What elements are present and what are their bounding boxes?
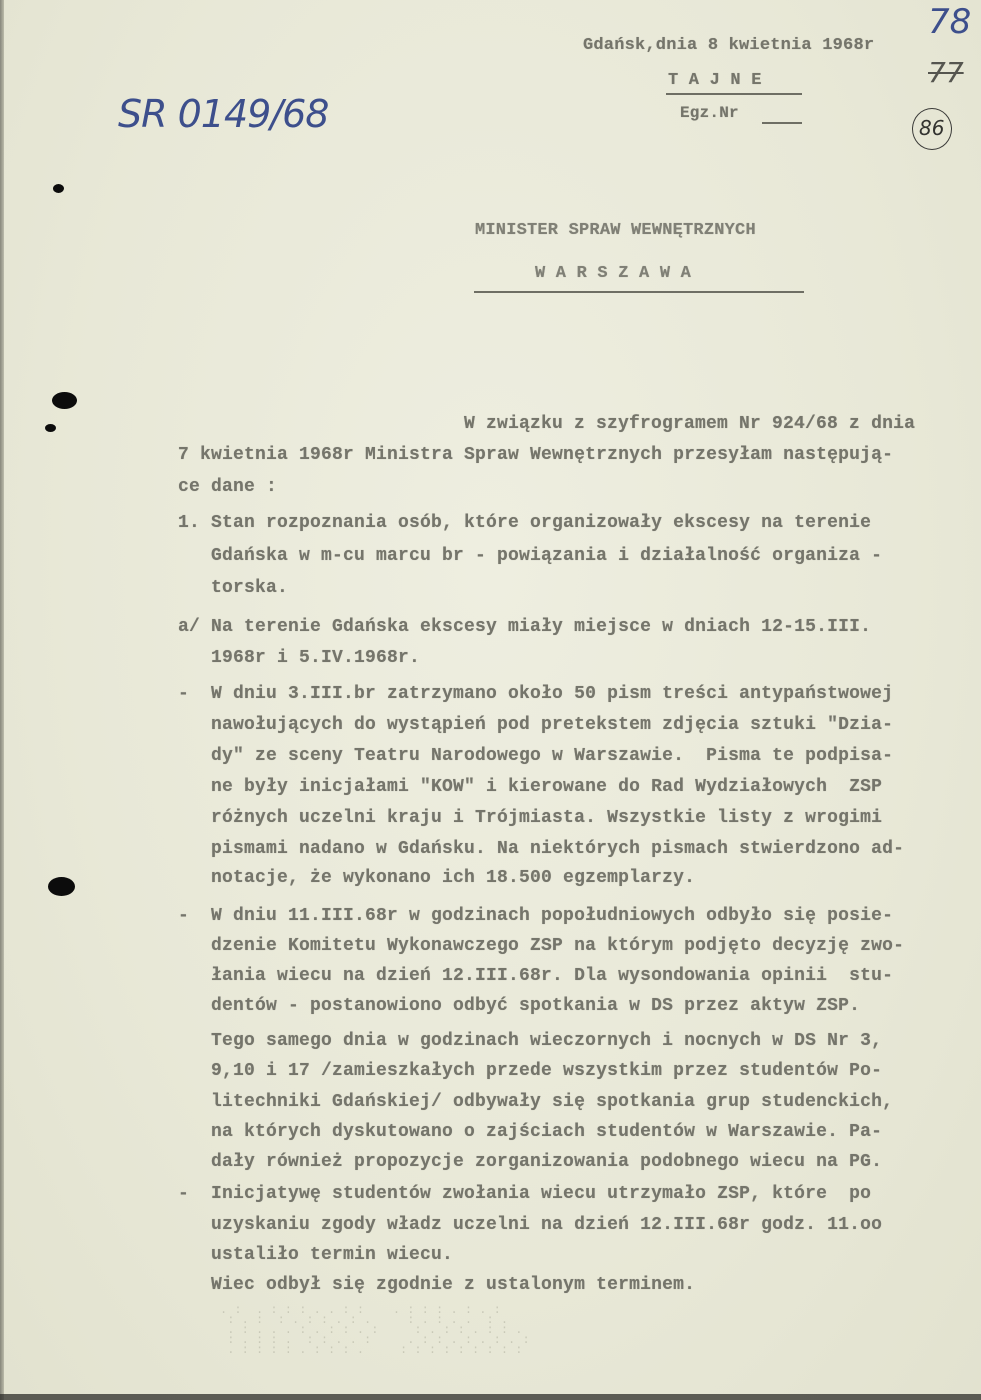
bullet1-line-5: różnych uczelni kraju i Trójmiasta. Wszystkie listy z wrogimi <box>178 808 883 828</box>
point1-line-1: 1. Stan rozpoznania osób, które organizowały ekscesy na terenie <box>178 513 872 533</box>
circled-number-text: 86 <box>919 116 945 140</box>
intro-line-1: W związku z szyfrogramem Nr 924/68 z dnia <box>464 414 916 434</box>
classification-underline <box>666 93 802 95</box>
handwritten-struck-page-number: 77 <box>928 56 964 89</box>
bullet1-line-4: ne były inicjałami "KOW" i kierowane do Rad Wydziałowych ZSP <box>178 777 883 797</box>
classification-secret: T A J N E <box>668 71 762 90</box>
point-a-line-1: a/ Na terenie Gdańska ekscesy miały miejsce w dniach 12-15.III. <box>178 617 872 637</box>
bullet1-line-3: dy" ze sceny Teatru Narodowego w Warszawie. Pisma te podpisa- <box>178 746 894 766</box>
copy-number-label: Egz.Nr <box>680 104 739 122</box>
point1-line-2: Gdańska w m-cu marcu br - powiązania i działalność organiza - <box>178 546 883 566</box>
evening-line-5: dały również propozycje zorganizowania podobnego wiecu na PG. <box>178 1152 883 1172</box>
addressee-minister: MINISTER SPRAW WEWNĘTRZNYCH <box>475 221 756 240</box>
punch-hole-large-bottom <box>48 877 75 896</box>
bullet2-line-1: - W dniu 11.III.68r w godzinach popołudniowych odbyło się posie- <box>178 906 894 926</box>
bullet3-line-2: uzyskaniu zgody władz uczelni na dzień 12.III.68r godz. 11.oo <box>178 1215 883 1235</box>
bullet3-line-1: - Inicjatywę studentów zwołania wiecu utrzymało ZSP, które po <box>178 1184 872 1204</box>
bullet3-line-4: Wiec odbył się zgodnie z ustalonym terminem. <box>178 1275 696 1295</box>
point-a-line-2: 1968r i 5.IV.1968r. <box>178 648 421 668</box>
addressee-city: W A R S Z A W A <box>535 264 692 283</box>
bullet1-line-6: pismami nadano w Gdańsku. Na niektórych pismach stwierdzono ad- <box>178 839 905 859</box>
bullet2-line-4: dentów - postanowiono odbyć spotkania w DS przez aktyw ZSP. <box>178 996 861 1016</box>
handwritten-page-number: 78 <box>928 2 972 42</box>
punch-hole-large-middle <box>52 392 77 409</box>
point1-line-3: torska. <box>178 578 289 598</box>
bullet2-line-2: dzenie Komitetu Wykonawczego ZSP na którym podjęto decyzję zwo- <box>178 936 905 956</box>
copy-number-blank <box>762 122 802 124</box>
page-left-edge-shadow <box>0 0 4 1400</box>
intro-line-3: ce dane : <box>178 477 278 497</box>
evening-line-3: litechniki Gdańskiej/ odbywały się spotkania grup studenckich, <box>178 1092 894 1112</box>
bullet1-line-2: nawołujących do wystąpień pod pretekstem zdjęcia sztuki "Dzia- <box>178 715 894 735</box>
bullet2-line-3: łania wiecu na dzień 12.III.68r. Dla wysondowania opinii stu- <box>178 966 894 986</box>
bullet1-line-1: - W dniu 3.III.br zatrzymano około 50 pism treści antypaństwowej <box>178 684 894 704</box>
bullet3-line-3: ustaliło termin wiecu. <box>178 1245 454 1265</box>
handwritten-reference-number: SR 0149/68 <box>118 92 329 136</box>
evening-line-1: Tego samego dnia w godzinach wieczornych i nocnych w DS Nr 3, <box>178 1031 883 1051</box>
bullet1-line-7: notacje, że wykonano ich 18.500 egzemplarzy. <box>178 868 696 888</box>
addressee-underline <box>474 291 804 293</box>
punch-hole-small-top <box>53 184 64 193</box>
place-and-date: Gdańsk,dnia 8 kwietnia 1968r <box>583 36 875 55</box>
show-through-text-faint: . : . : : : . . : : . : : : . : . : : . : : . : : . : . : . : . . : . . : . . . : . : : . : : . : : . : : . : . : : . : : . . : . : : . : . : . : . : : : : . : : : . : : : : : : : : : <box>220 1303 530 1357</box>
punch-hole-small-middle <box>45 424 56 432</box>
evening-line-2: 9,10 i 17 /zamieszkałych przede wszystkim przez studentów Po- <box>178 1061 883 1081</box>
page-bottom-edge-shadow <box>0 1394 981 1400</box>
evening-line-4: na których dyskutowano o zajściach studentów w Warszawie. Pa- <box>178 1122 883 1142</box>
intro-line-2: 7 kwietnia 1968r Ministra Spraw Wewnętrznych przesyłam następują- <box>178 445 894 465</box>
